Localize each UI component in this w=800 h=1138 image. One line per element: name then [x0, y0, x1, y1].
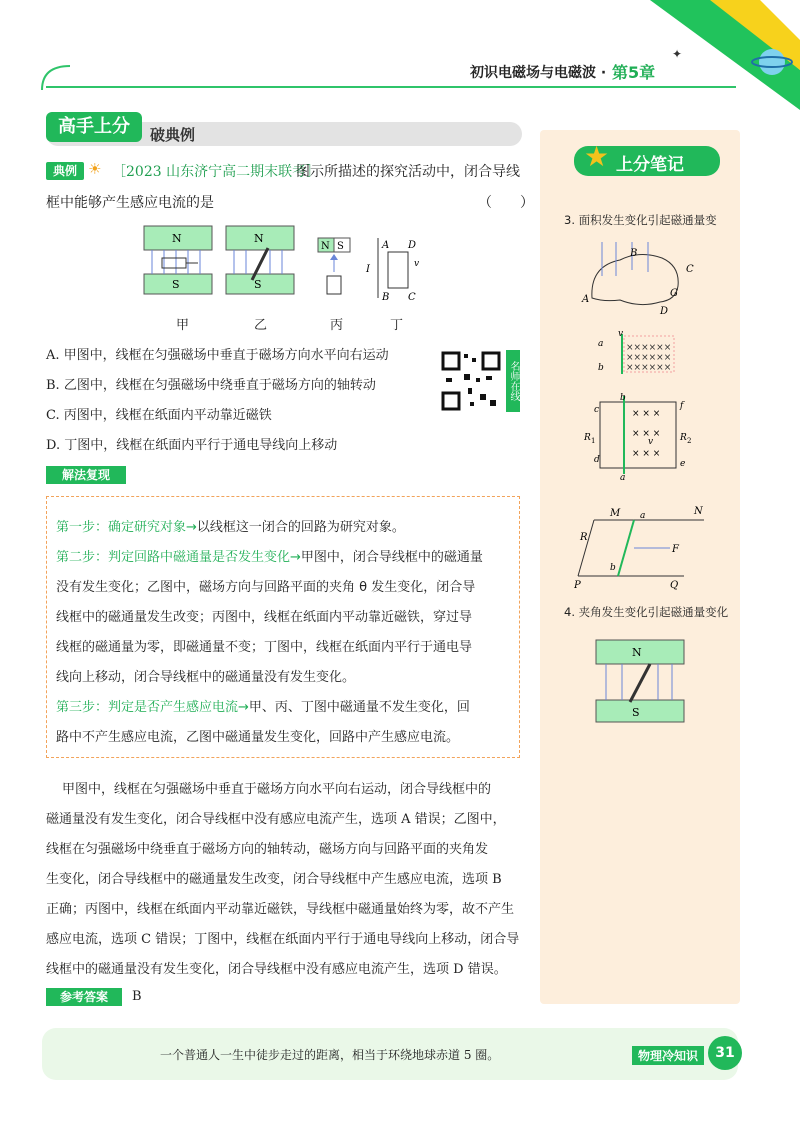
- method-tag: 解法复现: [46, 466, 126, 484]
- n3i-q: Q: [670, 580, 679, 590]
- n3w-c: c: [594, 405, 600, 415]
- option-b: B. 乙图中，线框在匀强磁场中绕垂直于磁场方向的轴转动: [46, 378, 376, 393]
- answer-blank: （ ）: [478, 195, 534, 211]
- corner-decoration: [560, 0, 800, 110]
- n3i-m: M: [610, 508, 621, 519]
- question-line-2: 框中能够产生感应电流的是: [46, 195, 214, 211]
- note3-figure-resistor: [584, 392, 694, 482]
- step3-line-2: 路中不产生感应电流，乙图中磁通量发生变化，回路中产生感应电流。: [56, 730, 460, 745]
- step1-line: [56, 516, 405, 535]
- fig-yi-s: S: [254, 278, 262, 291]
- note-4: 4. 夹角发生变化引起磁通量变化: [564, 605, 729, 619]
- n3-c: C: [686, 264, 694, 275]
- step2-line-2: 没有发生变化；乙图中，磁场方向与回路平面的夹角 θ 发生变化，闭合导: [56, 580, 476, 595]
- fig-ding-b: B: [382, 292, 390, 302]
- page-number: 31: [708, 1036, 742, 1070]
- n3-g: G: [670, 288, 678, 299]
- explanation-line-7: 线框中的磁通量没有发生变化，闭合导线框中没有感应电流产生，选项 D 错误。: [46, 962, 507, 977]
- step2-head: 第二步：判定回路中磁通量是否发生变化→: [56, 550, 301, 565]
- fig-ding-c: C: [408, 292, 416, 302]
- chapter-number: 第5章: [612, 63, 656, 82]
- explanation-line-4: 生变化，闭合导线框中的磁通量发生改变，闭合导线框中产生感应电流，选项 B: [46, 872, 502, 887]
- fig-ding-a: A: [382, 240, 390, 251]
- n3i-b: b: [610, 563, 616, 573]
- figure-yi: [224, 222, 300, 298]
- n3i-p: P: [574, 580, 581, 590]
- caption-bing: 丙: [330, 318, 344, 333]
- note3-figure-incline: [574, 500, 714, 590]
- n3w-a: a: [620, 473, 626, 482]
- n3-d: D: [660, 306, 669, 316]
- header-rule: [46, 86, 736, 88]
- answer-tag: 参考答案: [46, 988, 122, 1006]
- explanation-line-2: 磁通量没有发生变化，闭合导线框中没有感应电流产生，选项 A 错误；乙图中，: [46, 812, 506, 827]
- step2-line-3: 线框中的磁通量发生改变；丙图中，线框在纸面内平动靠近磁铁，穿过导: [56, 610, 473, 625]
- step3-l1: 甲、丙、丁图中磁通量不发生变化，回: [248, 700, 470, 715]
- fig-ding-i: I: [366, 264, 370, 275]
- step2-line-4: 线框的磁通量为零，即磁通量不变；丁图中，线框在纸面内平行于通电导: [56, 640, 473, 655]
- caption-jia: 甲: [176, 318, 190, 333]
- fig-bing-n: N: [321, 241, 330, 252]
- fig-bing-s: S: [337, 241, 344, 252]
- n4-n: N: [632, 646, 642, 659]
- svg-text:× × ×: × × ×: [632, 429, 661, 439]
- n3r-a: a: [598, 339, 604, 349]
- figure-bing: [316, 236, 356, 300]
- step3-line-1: [56, 696, 470, 715]
- step2-line-1: [56, 546, 483, 565]
- explanation-line-1: 甲图中，线框在匀强磁场中垂直于磁场方向水平向右运动，闭合导线框中的: [62, 782, 492, 797]
- fig-ding-d: D: [408, 240, 417, 251]
- n3-b: B: [630, 248, 638, 259]
- star-icon: ★: [584, 140, 610, 173]
- note3-figure-area: [580, 236, 700, 316]
- footer-tag: 物理冷知识: [632, 1046, 704, 1065]
- example-source: ［2023 山东济宁高二期末联考］: [112, 164, 321, 180]
- n3i-r: R: [580, 532, 588, 543]
- sidebar-title: 上分笔记: [616, 155, 684, 175]
- n3w-f: f: [680, 401, 684, 411]
- sun-icon: ☀: [88, 160, 102, 178]
- n3r-v: v: [618, 330, 624, 339]
- step1-body: 以线框这一闭合的回路为研究对象。: [196, 520, 405, 535]
- n3w-r1-sub: 1: [591, 437, 596, 445]
- svg-text:××××××: ××××××: [626, 353, 672, 363]
- n3r-b: b: [598, 363, 604, 373]
- fig-yi-n: N: [254, 232, 264, 245]
- caption-yi: 乙: [254, 318, 268, 333]
- step2-line-5: 线向上移动，闭合导线框中的磁通量没有发生变化。: [56, 670, 356, 685]
- svg-text:✦: ✦: [672, 47, 683, 61]
- n3w-b: b: [620, 393, 626, 403]
- qr-code[interactable]: [440, 350, 502, 412]
- n3w-r2: R: [680, 433, 687, 443]
- chapter-title: 初识电磁场与电磁波 ·: [470, 65, 607, 81]
- n3w-d: d: [594, 455, 600, 465]
- note3-figure-rail: [594, 330, 684, 376]
- section-tag: 高手上分: [46, 112, 142, 142]
- n3w-e: e: [680, 459, 686, 469]
- svg-text:××××××: ××××××: [626, 363, 672, 373]
- n4-s: S: [632, 706, 640, 719]
- step3-head: 第三步：判定是否产生感应电流→: [56, 700, 249, 715]
- footer-fact: 一个普通人一生中徒步走过的距离，相当于环绕地球赤道 5 圈。: [160, 1048, 500, 1062]
- fig-ding-v: v: [414, 259, 420, 269]
- method-box: [46, 496, 520, 758]
- n3i-f: F: [672, 544, 679, 555]
- svg-text:× × ×: × × ×: [632, 409, 661, 419]
- svg-text:× × ×: × × ×: [632, 449, 661, 459]
- explanation-line-6: 感应电流，选项 C 错误；丁图中，线框在纸面内平行于通电导线向上移动，闭合导: [46, 932, 520, 947]
- fig-jia-s: S: [172, 278, 180, 291]
- answer-value: B: [132, 989, 142, 1004]
- step2-l1: 甲图中，闭合导线框中的磁通量: [300, 550, 483, 565]
- question-line-1: 图示所描述的探究活动中，闭合导线: [296, 164, 520, 180]
- n3-a: A: [582, 294, 590, 305]
- n3i-n: N: [694, 506, 703, 517]
- option-a: A. 甲图中，线框在匀强磁场中垂直于磁场方向水平向右运动: [46, 348, 389, 363]
- caption-ding: 丁: [390, 318, 404, 333]
- option-d: D. 丁图中，线框在纸面内平行于通电导线向上移动: [46, 438, 338, 453]
- example-badge: 典例: [46, 162, 84, 180]
- figure-ding: [364, 236, 428, 302]
- svg-text:××××××: ××××××: [626, 343, 672, 353]
- qr-label: 名师在线: [506, 350, 520, 412]
- note-3: 3. 面积发生变化引起磁通量变: [564, 213, 717, 227]
- option-c: C. 丙图中，线框在纸面内平动靠近磁铁: [46, 408, 272, 423]
- step1-head: 第一步：确定研究对象→: [56, 520, 197, 535]
- section-subtitle: 破典例: [150, 126, 196, 144]
- note4-figure-magnet: [592, 636, 692, 728]
- fig-jia-n: N: [172, 232, 182, 245]
- n3i-a: a: [640, 511, 646, 521]
- figure-jia: [142, 222, 218, 298]
- explanation-line-3: 线框在匀强磁场中绕垂直于磁场方向的轴转动，磁场方向与回路平面的夹角发: [46, 842, 489, 857]
- explanation-line-5: 正确；丙图中，线框在纸面内平动靠近磁铁，导线框中磁通量始终为零，故不产生: [46, 902, 515, 917]
- n3w-v: v: [648, 437, 654, 447]
- n3w-r2-sub: 2: [687, 437, 692, 445]
- n3w-r1: R: [584, 433, 591, 443]
